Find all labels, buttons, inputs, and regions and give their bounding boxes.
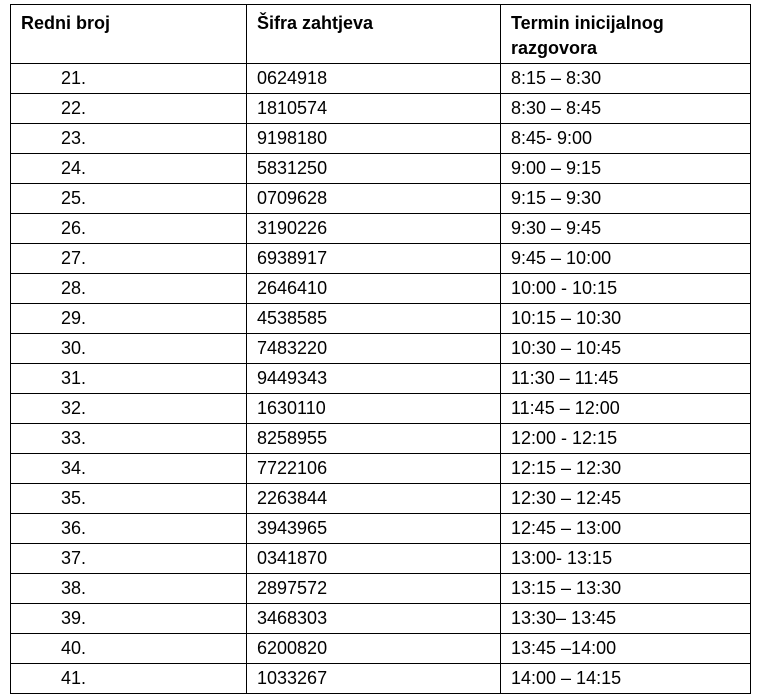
request-code-cell: 8258955 [247,424,501,454]
request-code-cell: 2897572 [247,574,501,604]
table-row [11,454,751,484]
table-row [11,634,751,664]
row-number-cell: 28. [11,274,247,304]
table-row [11,484,751,514]
row-number-cell: 33. [11,424,247,454]
interview-time-cell: 10:00 - 10:15 [501,274,751,304]
row-number-cell: 32. [11,394,247,424]
header-termin: Termin inicijalnog razgovora [501,5,751,64]
interview-time-cell: 9:15 – 9:30 [501,184,751,214]
interview-time-cell: 13:15 – 13:30 [501,574,751,604]
request-code-cell: 1810574 [247,94,501,124]
interview-time-cell: 9:30 – 9:45 [501,214,751,244]
table-body [11,64,751,694]
row-number-cell: 36. [11,514,247,544]
row-number-cell: 39. [11,604,247,634]
interview-time-cell: 9:00 – 9:15 [501,154,751,184]
interview-time-cell: 12:15 – 12:30 [501,454,751,484]
row-number-cell: 38. [11,574,247,604]
request-code-cell: 2263844 [247,484,501,514]
table-row [11,244,751,274]
interview-time-cell: 10:15 – 10:30 [501,304,751,334]
interview-time-cell: 11:30 – 11:45 [501,364,751,394]
table-row [11,64,751,94]
table-row [11,124,751,154]
interview-time-cell: 9:45 – 10:00 [501,244,751,274]
table-row [11,304,751,334]
request-code-cell: 7722106 [247,454,501,484]
table-row [11,424,751,454]
table-row [11,604,751,634]
row-number-cell: 29. [11,304,247,334]
row-number-cell: 21. [11,64,247,94]
row-number-cell: 40. [11,634,247,664]
table-row [11,94,751,124]
interview-time-cell: 8:15 – 8:30 [501,64,751,94]
request-code-cell: 6938917 [247,244,501,274]
table-row [11,514,751,544]
row-number-cell: 22. [11,94,247,124]
request-code-cell: 3943965 [247,514,501,544]
row-number-cell: 26. [11,214,247,244]
interview-time-cell: 13:45 –14:00 [501,634,751,664]
request-code-cell: 0709628 [247,184,501,214]
interview-time-cell: 11:45 – 12:00 [501,394,751,424]
row-number-cell: 23. [11,124,247,154]
interview-time-cell: 12:30 – 12:45 [501,484,751,514]
interview-time-cell: 12:00 - 12:15 [501,424,751,454]
request-code-cell: 1033267 [247,664,501,694]
table-row [11,394,751,424]
table-row [11,154,751,184]
request-code-cell: 9449343 [247,364,501,394]
table-row [11,334,751,364]
row-number-cell: 25. [11,184,247,214]
schedule-table [10,4,751,694]
request-code-cell: 1630110 [247,394,501,424]
request-code-cell: 9198180 [247,124,501,154]
row-number-cell: 31. [11,364,247,394]
table-row [11,574,751,604]
header-sifra-zahtjeva: Šifra zahtjeva [247,5,501,64]
row-number-cell: 24. [11,154,247,184]
header-redni-broj: Redni broj [11,5,247,64]
interview-time-cell: 12:45 – 13:00 [501,514,751,544]
request-code-cell: 3190226 [247,214,501,244]
interview-time-cell: 8:45- 9:00 [501,124,751,154]
interview-time-cell: 13:00- 13:15 [501,544,751,574]
table-row [11,214,751,244]
row-number-cell: 35. [11,484,247,514]
table-row [11,184,751,214]
row-number-cell: 30. [11,334,247,364]
table-row [11,664,751,694]
request-code-cell: 6200820 [247,634,501,664]
interview-time-cell: 14:00 – 14:15 [501,664,751,694]
row-number-cell: 27. [11,244,247,274]
row-number-cell: 37. [11,544,247,574]
row-number-cell: 34. [11,454,247,484]
interview-time-cell: 10:30 – 10:45 [501,334,751,364]
row-number-cell: 41. [11,664,247,694]
interview-time-cell: 13:30– 13:45 [501,604,751,634]
table-row [11,544,751,574]
request-code-cell: 0341870 [247,544,501,574]
request-code-cell: 3468303 [247,604,501,634]
request-code-cell: 0624918 [247,64,501,94]
request-code-cell: 2646410 [247,274,501,304]
request-code-cell: 5831250 [247,154,501,184]
interview-time-cell: 8:30 – 8:45 [501,94,751,124]
table-row [11,274,751,304]
request-code-cell: 7483220 [247,334,501,364]
table-row [11,364,751,394]
request-code-cell: 4538585 [247,304,501,334]
table-header-row [11,5,751,64]
